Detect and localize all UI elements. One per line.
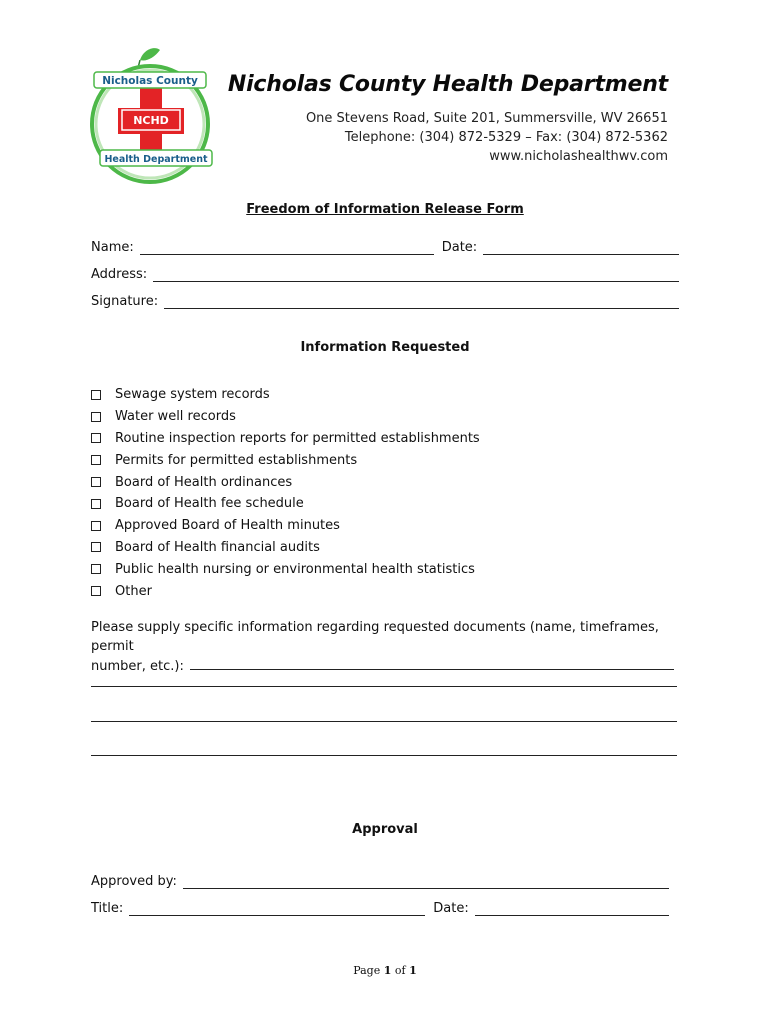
- approved-by-label: Approved by:: [91, 874, 177, 889]
- list-item: [91, 449, 480, 471]
- name-date-row: [91, 240, 679, 255]
- form-title: Freedom of Information Release Form: [246, 202, 524, 217]
- name-label: Name:: [91, 240, 134, 255]
- date-label: Date:: [441, 240, 478, 255]
- specific-info-line-3[interactable]: [91, 721, 677, 722]
- checkbox[interactable]: [91, 542, 101, 552]
- address-field[interactable]: [153, 267, 679, 282]
- info-checklist: [91, 384, 480, 602]
- title-date-row: [91, 901, 669, 916]
- checkbox-label: Routine inspection reports for permitted establishments: [115, 430, 480, 446]
- logo-top-text: Nicholas County: [102, 75, 198, 87]
- signature-label: Signature:: [91, 294, 159, 309]
- checkbox-label: Other: [115, 583, 152, 599]
- specific-info-line-2[interactable]: [91, 686, 677, 687]
- org-name: Nicholas County Health Department: [227, 72, 668, 97]
- checkbox[interactable]: [91, 455, 101, 465]
- title-label: Title:: [91, 901, 124, 916]
- name-field[interactable]: [140, 240, 434, 255]
- specific-info-line-4[interactable]: [91, 755, 677, 756]
- of-label: of: [394, 964, 406, 977]
- approval-date-field[interactable]: [475, 901, 669, 916]
- page-label: Page: [353, 964, 381, 977]
- list-item: [91, 384, 480, 406]
- checkbox-label: Water well records: [115, 409, 236, 425]
- list-item: [91, 406, 480, 428]
- signature-row: [91, 294, 679, 309]
- title-field[interactable]: [129, 901, 425, 916]
- checkbox[interactable]: [91, 586, 101, 596]
- info-section-title: Information Requested: [300, 340, 470, 355]
- checkbox-label: Board of Health financial audits: [115, 539, 320, 555]
- date-field[interactable]: [483, 240, 679, 255]
- checkbox-label: Board of Health fee schedule: [115, 496, 304, 512]
- checkbox-label: Permits for permitted establishments: [115, 452, 358, 468]
- list-item: [91, 558, 480, 580]
- checkbox[interactable]: [91, 412, 101, 422]
- checkbox[interactable]: [91, 499, 101, 509]
- signature-field[interactable]: [164, 294, 679, 309]
- address-row: [91, 267, 679, 282]
- checkbox-label: Board of Health ordinances: [115, 474, 293, 490]
- specific-info-prompt: [91, 618, 679, 676]
- approval-section-title: Approval: [352, 822, 418, 837]
- approval-date-label: Date:: [433, 901, 469, 916]
- checkbox[interactable]: [91, 433, 101, 443]
- list-item: [91, 493, 480, 515]
- logo-center-text: NCHD: [133, 114, 169, 127]
- org-website: www.nicholashealthwv.com: [489, 149, 668, 164]
- checkbox[interactable]: [91, 564, 101, 574]
- address-label: Address:: [91, 267, 148, 282]
- checkbox[interactable]: [91, 477, 101, 487]
- specific-info-field[interactable]: [190, 656, 674, 670]
- checkbox[interactable]: [91, 390, 101, 400]
- checkbox-label: Public health nursing or environmental health statistics: [115, 561, 475, 577]
- checkbox-label: Approved Board of Health minutes: [115, 518, 340, 534]
- org-address: One Stevens Road, Suite 201, Summersville, WV 26651: [305, 111, 668, 126]
- approved-by-field[interactable]: [183, 874, 669, 889]
- leaf-icon: [140, 48, 160, 60]
- prompt-line-1: Please supply specific information regarding requested documents (name, timeframes, permit: [91, 620, 659, 654]
- checkbox-label: Sewage system records: [115, 387, 270, 403]
- page-footer: [0, 964, 770, 977]
- list-item: [91, 428, 480, 450]
- checkbox[interactable]: [91, 521, 101, 531]
- list-item: [91, 515, 480, 537]
- logo-bottom-text: Health Department: [104, 154, 208, 165]
- list-item: [91, 471, 480, 493]
- nchd-logo: [88, 46, 218, 188]
- list-item: [91, 537, 480, 559]
- org-phone-fax: Telephone: (304) 872-5329 – Fax: (304) 872-5362: [344, 130, 668, 145]
- approved-by-row: [91, 874, 669, 889]
- letterhead: [228, 72, 668, 166]
- prompt-line-2: number, etc.):: [91, 659, 184, 674]
- list-item: [91, 580, 480, 602]
- page-number: 1: [383, 964, 392, 977]
- page-total: 1: [409, 964, 417, 977]
